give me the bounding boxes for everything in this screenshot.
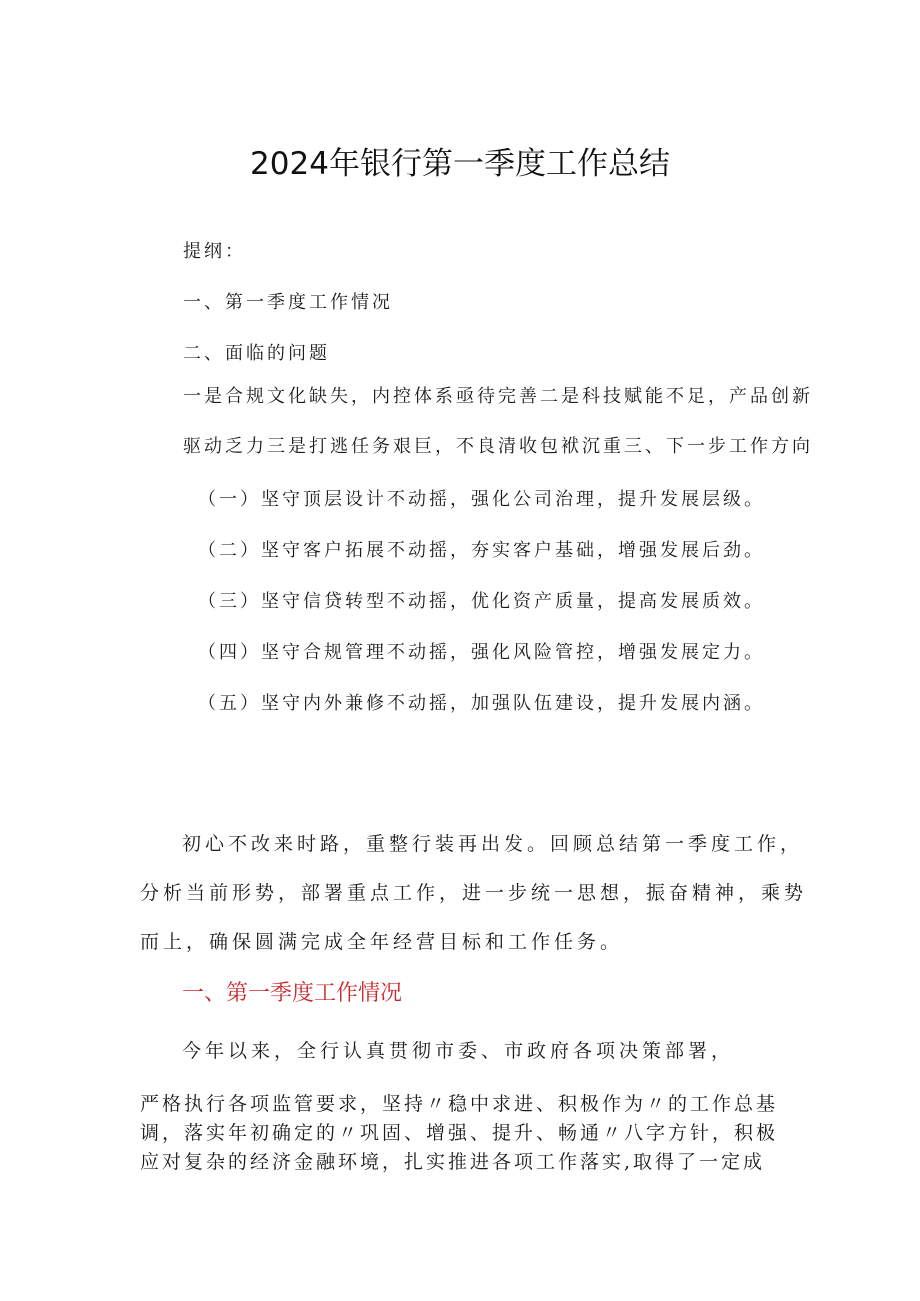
document-title: 2024年银行第一季度工作总结 <box>250 146 670 182</box>
intro-line-2: 分析当前形势，部署重点工作，进一步统一思想，振奋精神，乘势 <box>140 882 808 904</box>
outline-problems-line-2: 驱动乏力三是打逃任务艰巨，不良清收包袱沉重三、下一步工作方向 <box>183 436 813 457</box>
section-body-line-1: 严格执行各项监管要求，坚持〃稳中求进、积极作为〃的工作总基 <box>140 1093 779 1115</box>
outline-item-situation: 一、第一季度工作情况 <box>183 292 393 313</box>
outline-problems-line-1: 一是合规文化缺失，内控体系亟待完善二是科技赋能不足，产品创新 <box>183 386 813 407</box>
intro-line-3: 而上，确保圆满完成全年经营目标和工作任务。 <box>140 931 624 953</box>
section-body-line-3: 应对复杂的经济金融环境，扎实推进各项工作落实,取得了一定成 <box>140 1151 766 1173</box>
direction-item-3: （三）坚守信贷转型不动摇，优化资产质量，提高发展质效。 <box>198 591 765 612</box>
direction-item-4: （四）坚守合规管理不动摇，强化风险管控，增强发展定力。 <box>198 642 765 663</box>
outline-label: 提纲： <box>183 241 246 262</box>
direction-item-5: （五）坚守内外兼修不动摇，加强队伍建设，提升发展内涵。 <box>198 693 765 714</box>
direction-item-1: （一）坚守顶层设计不动摇，强化公司治理，提升发展层级。 <box>198 489 765 510</box>
section-first-line: 今年以来，全行认真贯彻市委、市政府各项决策部署， <box>182 1040 735 1062</box>
outline-item-problems: 二、面临的问题 <box>183 343 330 364</box>
section-body-line-2: 调，落实年初确定的〃巩固、增强、提升、畅通〃八字方针，积极 <box>140 1122 779 1144</box>
direction-item-2: （二）坚守客户拓展不动摇，夯实客户基础，增强发展后劲。 <box>198 540 765 561</box>
section-heading: 一、第一季度工作情况 <box>182 981 403 1006</box>
intro-line-1: 初心不改来时路，重整行装再出发。回顾总结第一季度工作， <box>182 833 804 855</box>
